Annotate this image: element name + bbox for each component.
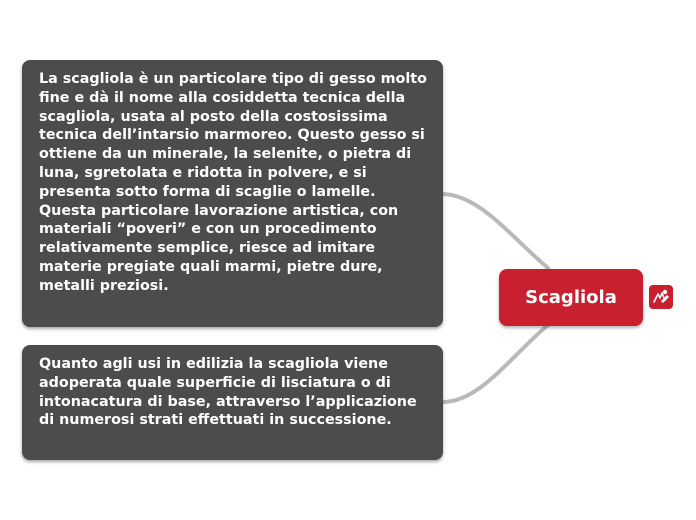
subtopic-uses-text: Quanto agli usi in edilizia la scagliola viene adoperata quale superficie di lisciatura o di intonacatura di base, attraverso l’applicazione di numerosi strati effettuati in successione. [39,356,417,429]
connector-topic-1 [443,194,548,268]
subtopic-uses[interactable] [22,345,443,460]
topic-action-icon[interactable] [649,285,673,309]
central-topic-label: Scagliola [525,287,617,308]
connector-topic-2 [443,325,548,402]
subtopic-composition[interactable] [22,60,443,327]
mindomo-edit-icon [649,285,673,309]
subtopic-composition-text: La scagliola è un particolare tipo di gesso molto fine e dà il nome alla cosiddetta tecnica della scagliola, usata al posto della costosissima tecnica dell’intarsio marmoreo. Questo gesso si ottiene da un minerale, la selenite, o pietra di luna, sgretolata e ridotta in polvere, e si presenta sotto forma di scaglie o lamelle. Questa particolare lavorazione artistica, con materiali “poveri” e con un procedimento relativamente semplice, riesce ad imitare materie pregiate quali marmi, pietre dure, metalli preziosi. [39,71,427,294]
central-topic[interactable] [499,269,643,326]
